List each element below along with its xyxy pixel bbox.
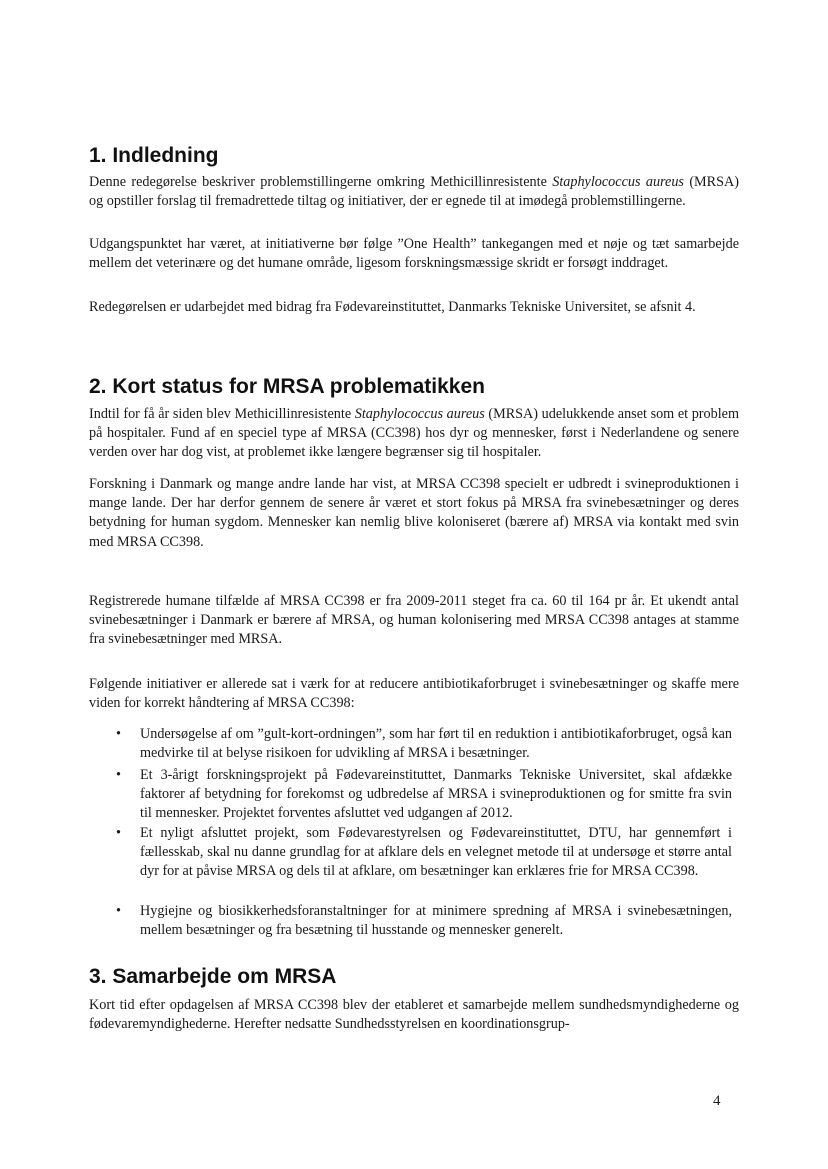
section-1-paragraph-2: Udgangspunktet har været, at initiativerne bør følge ”One Health” tankegangen med et nøje og tæt samarbejde mellem det veterinære og det humane område, ligesom forskningsmæssige skridt er forsøgt inddraget. xyxy=(89,236,739,272)
list-item-text: Undersøgelse af om ”gult-kort-ordningen”, som har ført til en reduktion i antibiotikaforbruget, også kan medvirke til at belyse risikoen for udvikling af MRSA i besætninger. xyxy=(140,726,732,762)
section-2-paragraph-1: Indtil for få år siden blev Methicillinresistente Staphylococcus aureus (MRSA) udelukkende anset som et problem på hospitaler. Fund af en speciel type af MRSA (CC398) hos dyr og mennesker, først i Nederlandene og senere verden over har dog vist, at problemet ikke længere begrænser sig til hospitaler. xyxy=(89,406,739,461)
section-3-paragraph-1: Kort tid efter opdagelsen af MRSA CC398 blev der etableret et samarbejde mellem sundhedsmyndighederne og fødevaremyndighederne. Herefter nedsatte Sundhedsstyrelsen en koordinationsgrup- xyxy=(89,997,739,1033)
list-item-text: Hygiejne og biosikkerhedsforanstaltninger for at minimere spredning af MRSA i svinebesætningen, mellem besætninger og fra besætning til husstande og mennesker generelt. xyxy=(140,903,732,939)
section-3-heading: 3. Samarbejde om MRSA xyxy=(89,965,337,988)
bullet-icon: • xyxy=(116,825,121,841)
section-1-paragraph-3: Redegørelsen er udarbejdet med bidrag fra Fødevareinstituttet, Danmarks Tekniske Universitet, se afsnit 4. xyxy=(89,299,696,315)
section-2-paragraph-2: Forskning i Danmark og mange andre lande har vist, at MRSA CC398 specielt er udbredt i svineproduktionen i mange lande. Der har derfor gennem de senere år været et stort fokus på MRSA fra svinebesætninger og deres betydning for human sygdom. Mennesker kan nemlig blive koloniseret (bærere af) MRSA via kontakt med svin med MRSA CC398. xyxy=(89,476,739,550)
section-1-paragraph-1: Denne redegørelse beskriver problemstillingerne omkring Methicillinresistente Staphylococcus aureus (MRSA) og opstiller forslag til fremadrettede tiltag og initiativer, der er egnede til at imødegå problemstillingerne. xyxy=(89,174,739,210)
section-1-heading: 1. Indledning xyxy=(89,144,219,167)
list-item-text: Et nyligt afsluttet projekt, som Fødevarestyrelsen og Fødevareinstituttet, DTU, har gennemført i fællesskab, skal nu danne grundlag for at afklare dels en velegnet metode til at undersøge et større antal dyr for at påvise MRSA og dels til at afklare, om besætninger kan erklæres frie for MRSA CC398. xyxy=(140,825,732,880)
bullet-icon: • xyxy=(116,767,121,783)
list-item-text: Et 3-årigt forskningsprojekt på Fødevareinstituttet, Danmarks Tekniske Universitet, skal afdække faktorer af betydning for forekomst og udbredelse af MRSA i svineproduktionen og for smitte fra svin til mennesker. Projektet forventes afsluttet ved udgangen af 2012. xyxy=(140,767,732,822)
section-2-heading: 2. Kort status for MRSA problematikken xyxy=(89,375,485,398)
section-2-paragraph-3: Registrerede humane tilfælde af MRSA CC398 er fra 2009-2011 steget fra ca. 60 til 164 pr år. Et ukendt antal svinebesætninger i Danmark er bærere af MRSA, og human kolonisering med MRSA CC398 antages at stamme fra svinebesætninger med MRSA. xyxy=(89,593,739,648)
bullet-icon: • xyxy=(116,726,121,742)
section-2-paragraph-4: Følgende initiativer er allerede sat i værk for at reducere antibiotikaforbruget i svinebesætninger og skaffe mere viden for korrekt håndtering af MRSA CC398: xyxy=(89,676,739,712)
page-number: 4 xyxy=(713,1093,721,1109)
bullet-icon: • xyxy=(116,903,121,919)
